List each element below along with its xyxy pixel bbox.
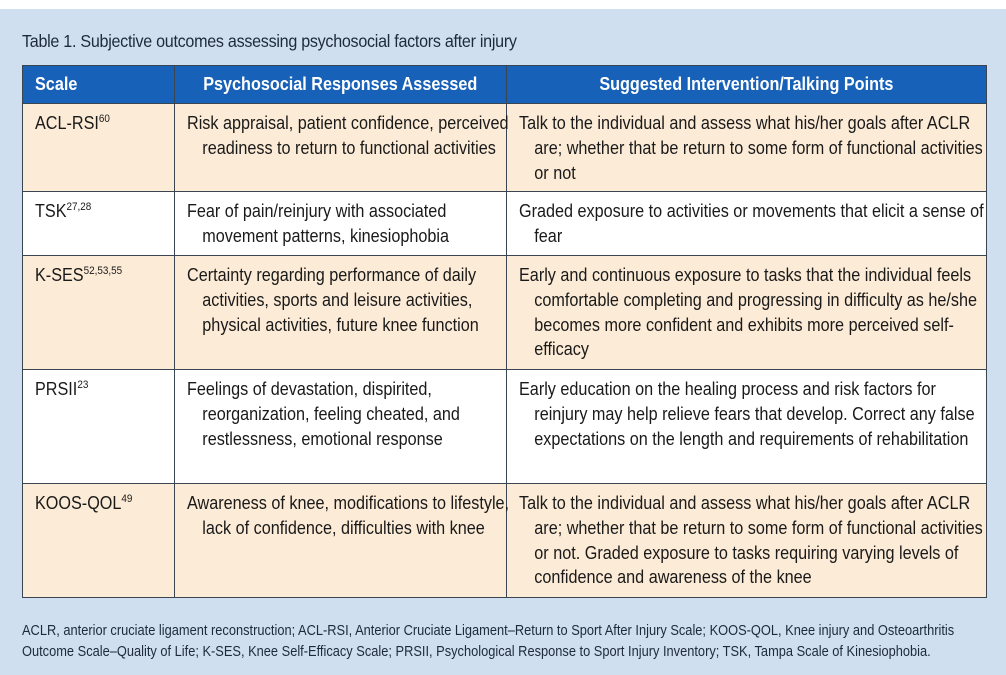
table-row [23, 104, 987, 192]
table-row [23, 192, 987, 256]
intervention-cell: Early education on the healing process and risk factors for reinjury may help relieve fears that develop. Correct any false expectations on the length and requirements of rehabilitation [507, 370, 987, 484]
outcomes-table [22, 65, 987, 598]
responses-cell: Risk appraisal, patient confidence, perceived readiness to return to functional activities [175, 104, 507, 192]
table-row [23, 484, 987, 598]
responses-cell: Feelings of devastation, dispirited, reorganization, feeling cheated, and restlessness, emotional response [175, 370, 507, 484]
header-responses: Psychosocial Responses Assessed [175, 66, 507, 104]
reference-superscript: 60 [98, 113, 110, 125]
scale-cell: PRSII$^{23}$ [23, 370, 175, 484]
table-row [23, 256, 987, 370]
table-panel [0, 9, 1006, 675]
table-row [23, 370, 987, 484]
header-intervention: Suggested Intervention/Talking Points [507, 66, 987, 104]
reference-superscript: 52,53,55 [83, 265, 123, 277]
table-footnote: ACLR, anterior cruciate ligament reconstruction; ACL-RSI, Anterior Cruciate Ligament–Return to Sport After Injury Scale; KOOS-QOL, Knee injury and Osteoarthritis Outcome Scale–Quality of Life; K-SES, Knee Self-Efficacy Scale; PRSII, Psychological Response to Sport Injury Inventory; TSK, Tampa Scale of Kinesiophobia. [22, 623, 955, 660]
scale-cell: KOOS-QOL$^{49}$ [23, 484, 175, 598]
scale-cell: K-SES$^{52,53,55}$ [23, 256, 175, 370]
scale-cell: TSK$^{27,28}$ [23, 192, 175, 256]
reference-superscript: 23 [77, 379, 89, 391]
header-row [23, 66, 987, 104]
intervention-cell: Talk to the individual and assess what his/her goals after ACLR are; whether that be return to some form of functional activities or not. Graded exposure to tasks requiring varying levels of confidence and awareness of the knee [507, 484, 987, 598]
responses-cell: Fear of pain/reinjury with associated movement patterns, kinesiophobia [175, 192, 507, 256]
scale-cell: ACL-RSI$^{60}$ [23, 104, 175, 192]
intervention-cell: Talk to the individual and assess what his/her goals after ACLR are; whether that be return to some form of functional activities or not [507, 104, 987, 192]
reference-superscript: 27,28 [66, 201, 92, 213]
responses-cell: Awareness of knee, modifications to lifestyle, lack of confidence, difficulties with knee [175, 484, 507, 598]
reference-superscript: 49 [121, 493, 133, 505]
intervention-cell: Graded exposure to activities or movements that elicit a sense of fear [507, 192, 987, 256]
responses-cell: Certainty regarding performance of daily activities, sports and leisure activities, physical activities, future knee function [175, 256, 507, 370]
header-scale: Scale [23, 66, 175, 104]
intervention-cell: Early and continuous exposure to tasks that the individual feels comfortable completing and progressing in difficulty as he/she becomes more confident and exhibits more perceived self-efficacy [507, 256, 987, 370]
table-caption: Table 1. Subjective outcomes assessing psychosocial factors after injury [22, 31, 517, 51]
